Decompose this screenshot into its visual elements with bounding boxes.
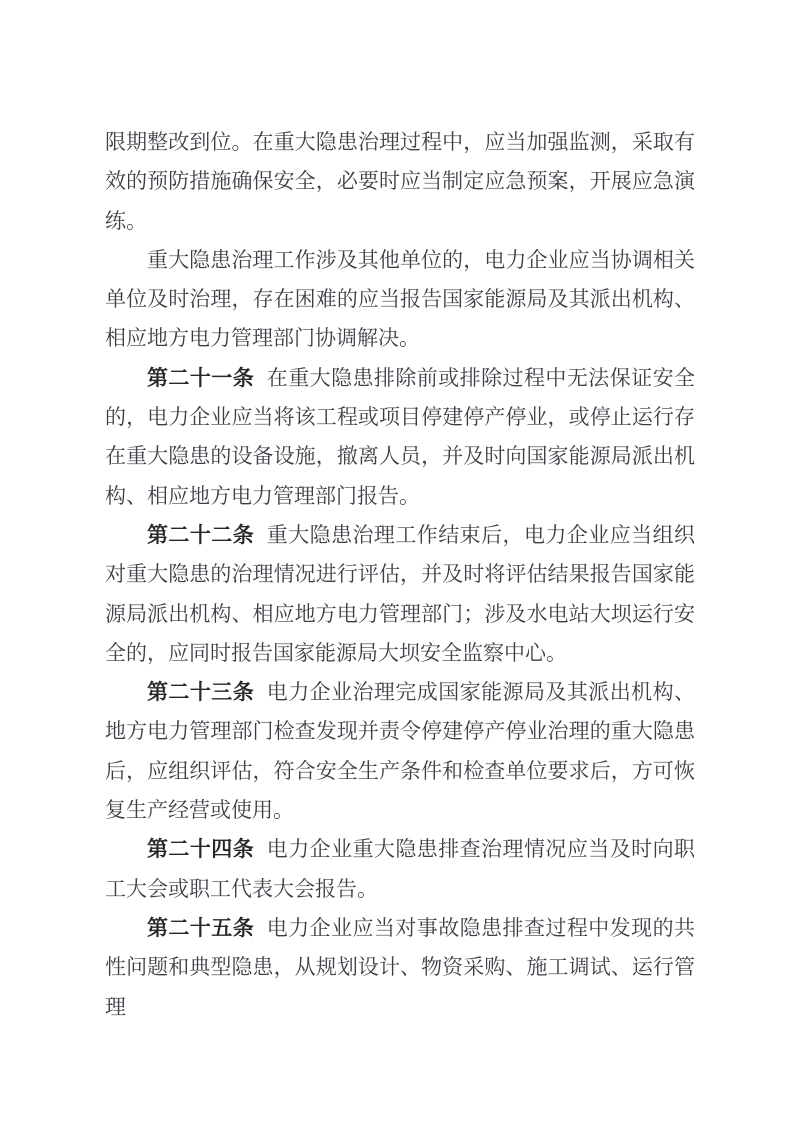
article-number: 第二十一条 bbox=[147, 366, 255, 390]
article-number: 第二十二条 bbox=[147, 523, 255, 547]
article-number: 第二十五条 bbox=[147, 916, 255, 940]
paragraph-text: 重大隐患治理工作涉及其他单位的，电力企业应当协调相关单位及时治理，存在困难的应当报告国家能源局及其派出机构、相应地方电力管理部门协调解决。 bbox=[105, 247, 695, 351]
paragraph-text: 电力企业治理完成国家能源局及其派出机构、地方电力管理部门检查发现并责令停建停产停业治理的重大隐患后，应组织评估，符合安全生产条件和检查单位要求后，方可恢复生产经营或使用。 bbox=[105, 680, 696, 823]
document-body bbox=[105, 123, 695, 1027]
article-number: 第二十三条 bbox=[147, 681, 255, 705]
article-number: 第二十四条 bbox=[147, 838, 255, 862]
paragraph-article-22 bbox=[105, 516, 695, 673]
paragraph-article-23 bbox=[105, 673, 695, 830]
paragraph-text: 电力企业应当对事故隐患排查过程中发现的共性问题和典型隐患，从规划设计、物资采购、施工调试、运行管理 bbox=[105, 915, 696, 1019]
paragraph-text: 重大隐患治理工作结束后，电力企业应当组织对重大隐患的治理情况进行评估，并及时将评估结果报告国家能源局派出机构、相应地方电力管理部门；涉及水电站大坝运行安全的，应同时报告国家能源局大坝安全监察中心。 bbox=[105, 522, 696, 665]
paragraph-text: 限期整改到位。在重大隐患治理过程中，应当加强监测，采取有效的预防措施确保安全，必要时应当制定应急预案，开展应急演练。 bbox=[105, 130, 695, 233]
paragraph-article-21 bbox=[105, 359, 695, 516]
paragraph-text: 电力企业重大隐患排查治理情况应当及时向职工大会或职工代表大会报告。 bbox=[105, 837, 696, 901]
paragraph-continuation bbox=[105, 123, 695, 241]
paragraph-article-24 bbox=[105, 830, 695, 909]
paragraph-article-25 bbox=[105, 909, 695, 1027]
paragraph-text: 在重大隐患排除前或排除过程中无法保证安全的，电力企业应当将该工程或项目停建停产停业，或停止运行存在重大隐患的设备设施，撤离人员，并及时向国家能源局派出机构、相应地方电力管理部门报告。 bbox=[105, 365, 696, 508]
paragraph bbox=[105, 241, 695, 359]
